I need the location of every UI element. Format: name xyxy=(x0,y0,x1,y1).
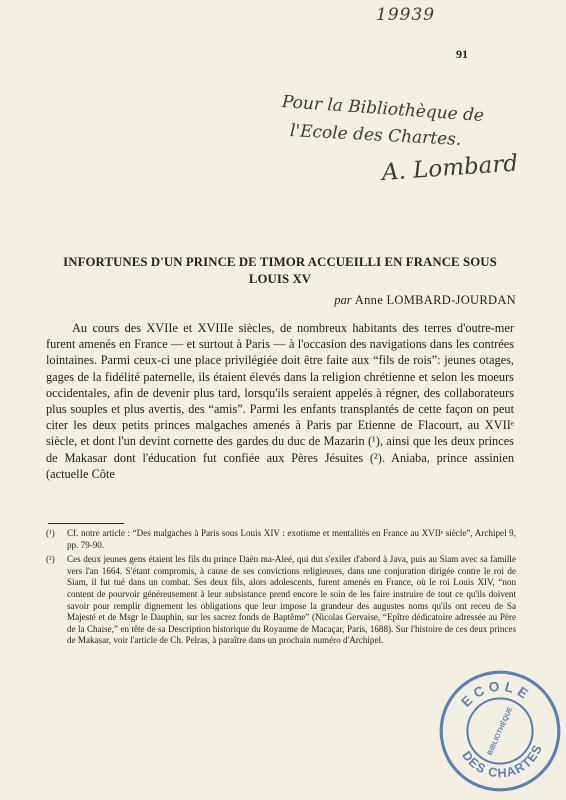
library-stamp xyxy=(431,662,566,800)
footnote-1 xyxy=(46,528,516,551)
footnotes xyxy=(46,528,516,650)
footnote-separator xyxy=(48,523,124,524)
stamp-bottom-text: DES CHARTES xyxy=(459,742,546,781)
footnote-1-text: Cf. notre article : “Des malgaches à Paris sous Louis XIV : exotisme et mentalités en France au XVIIᵉ siècle”, Archipel 9, pp. 79-90. xyxy=(67,528,516,550)
stamp-center-text: BIBLIOTHÈQUE xyxy=(486,705,515,757)
body-paragraph: Au cours des XVIIe et XVIIIe siècles, de nombreux habitants des terres d'outre-mer furent amenés en France — et surtout à Paris — à l'occasion des navigations dans les contrées lointaines. Parmi ceux-ci une place privilégiée doit être faite aux “fils de rois”: jeunes otages, gages de la fidélité paternelle, ils étaient élevés dans la religion chrétienne et selon les moeurs occidentales, afin de devenir plus tard, lorsqu'ils seraient appelés à régner, des collaborateurs plus souples et plus avertis, des “amis”. Parmi les enfants transplantés de cette façon on peut citer les deux petits princes malgaches amenés à Paris par Etienne de Flacourt, au XVIIᵉ siècle, et dont l'un devint cornette des gardes du duc de Mazarin (¹), ainsi que les deux princes de Makasar dont l'éducation fut confiée aux Pères Jésuites (²). Aniaba, prince assinien (actuelle Côte xyxy=(46,321,514,481)
author-prefix: par xyxy=(334,293,352,307)
article-author xyxy=(334,293,516,308)
handwritten-dedication-line2: l'Ecole des Chartes. xyxy=(289,121,462,150)
footnote-2-mark: (²) xyxy=(46,554,55,565)
author-name: Anne LOMBARD-JOURDAN xyxy=(354,293,516,307)
handwritten-signature: A. Lombard xyxy=(381,150,519,186)
handwritten-number: 19939 xyxy=(376,5,436,25)
page-number: 91 xyxy=(456,47,468,61)
article-body xyxy=(46,320,514,482)
stamp-top-text: ECOLE xyxy=(458,678,535,710)
footnote-1-mark: (¹) xyxy=(46,528,55,538)
footnote-2 xyxy=(46,554,516,647)
handwritten-dedication-line1: Pour la Bibliothèque de xyxy=(281,92,485,127)
article-title: INFORTUNES D'UN PRINCE DE TIMOR ACCUEILLI EN FRANCE SOUS LOUIS XV xyxy=(63,255,497,286)
footnote-2-text: Ces deux jeunes gens étaient les fils du prince Daën ma-Aleé, qui dut s'exiler d'abord à Java, puis au Siam avec sa famille vers l'an 1664. S'étant compromis, à cause de ses convictions religieuses, dans une conjuration dirigée contre le roi de Siam, il fut tué dans un combat. Ses deux fils, alors adolescents, furent amenés en France, où le roi Louis XIV, “non content de pourvoir généreusement à leur subsistance prend encore le soin de les faire instruire de tout ce qu'ils doivent savoir pour remplir dignement les obligations que leur impose la grandeur des augustes noms qu'ils ont receu de Sa Majesté et de Msgr le Dauphin, sur les sacrez fonds de Baptême” (Nicolas Gervaise, “Epître dédicatoire adressée au Père de la Chaise,” en tête de sa Description historique du Royaume de Macaçar, Paris, 1688). Sur l'histoire de ces deux princes de Makasar, voir l'article de Ch. Pelras, à paraître dans un prochain numéro d'Archipel. xyxy=(67,554,516,646)
